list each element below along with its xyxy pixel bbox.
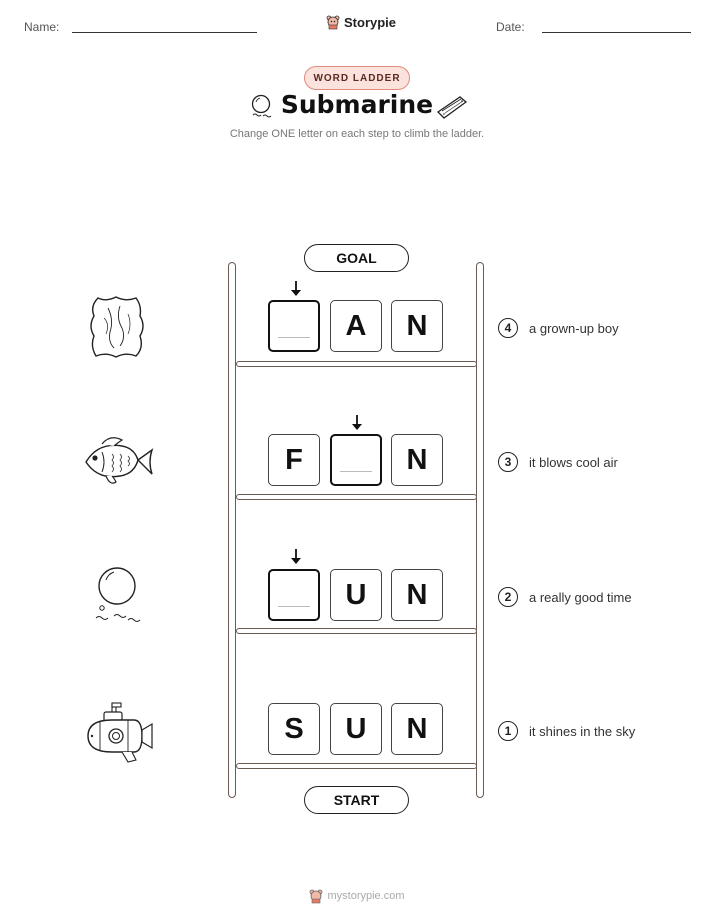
letter-tile: U [330,703,382,755]
leather-hide-icon [86,294,148,360]
name-label: Name: [24,20,60,34]
name-line[interactable] [72,32,257,33]
letter-tile: N [391,703,443,755]
clue-text: it shines in the sky [529,724,636,739]
letter-tile-blank[interactable] [268,569,320,621]
plank-icon [436,94,468,120]
bubble-icon [94,566,142,626]
step-number: 2 [498,587,518,607]
ladder-left-rail [228,262,236,798]
clue-text: a really good time [529,590,632,605]
footer-url[interactable]: mystorypie.com [327,890,405,902]
date-line[interactable] [542,32,691,33]
brand-name: Storypie [344,14,397,30]
step-number: 1 [498,721,518,741]
page-title: Submarine [280,90,434,119]
ladder-rung [236,763,477,769]
ladder-right-rail [476,262,484,798]
letter-tile-blank[interactable] [330,434,382,486]
letter-tile: N [391,569,443,621]
storypie-bear-icon [309,888,323,904]
footer [0,888,714,904]
letter-tile: N [391,300,443,352]
instructions: Change ONE letter on each step to climb the ladder. [229,128,485,140]
goal-label: GOAL [304,244,409,272]
start-label: START [304,786,409,814]
step-number: 3 [498,452,518,472]
letter-tile: S [268,703,320,755]
step-number: 4 [498,318,518,338]
word-ladder-badge: WORD LADDER [304,66,410,90]
clue-text: a grown-up boy [529,321,619,336]
submarine-icon [82,700,154,766]
fish-icon [82,432,154,490]
change-arrow-icon [290,281,302,302]
letter-tile-blank[interactable] [268,300,320,352]
ladder-rung [236,628,477,634]
ladder-rung [236,494,477,500]
letter-tile: F [268,434,320,486]
change-arrow-icon [351,415,363,436]
letter-tile: A [330,300,382,352]
date-label: Date: [496,20,525,34]
brand-logo [326,14,396,30]
letter-tile: U [330,569,382,621]
ladder-rung [236,361,477,367]
letter-tile: N [391,434,443,486]
clue-text: it blows cool air [529,455,618,470]
storypie-bear-icon [326,14,340,30]
change-arrow-icon [290,549,302,570]
